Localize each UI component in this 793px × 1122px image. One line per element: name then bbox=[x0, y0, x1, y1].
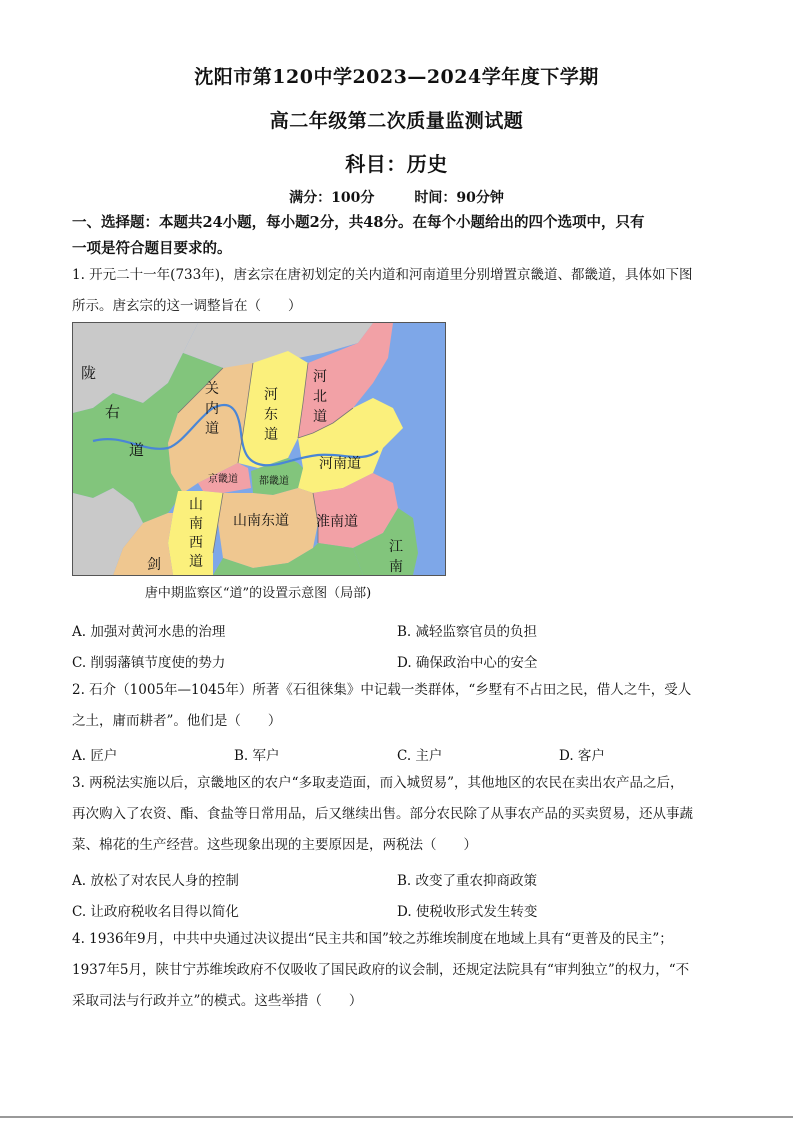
map-label-guannei-3: 道 bbox=[205, 421, 219, 437]
map-label-jiangnan-2: 南 bbox=[389, 559, 403, 575]
q1-option-c: C. 削弱藩镇节度使的势力 bbox=[72, 655, 226, 671]
q2-option-a: A. 匠户 bbox=[72, 748, 118, 764]
exam-meta bbox=[0, 187, 793, 207]
exam-title-line2: 高二年级第二次质量监测试题 bbox=[269, 110, 524, 132]
q1-option-d: D. 确保政治中心的安全 bbox=[397, 655, 538, 671]
map-label-hebei-1: 河 bbox=[313, 369, 327, 385]
q3-option-a: A. 放松了对农民人身的控制 bbox=[72, 873, 239, 889]
map-label-shannanxi-1: 山 bbox=[189, 497, 203, 513]
question-1-line1: 1. 开元二十一年(733年)，唐玄宗在唐初划定的关内道和河南道里分别增置京畿道、都畿道，具体如下图 bbox=[72, 267, 693, 283]
map-label-you: 右 bbox=[105, 403, 121, 421]
map-label-dao: 道 bbox=[129, 441, 145, 459]
map-label-duji: 都畿道 bbox=[259, 476, 289, 487]
map-label-shannanxi-2: 南 bbox=[189, 516, 203, 532]
question-2-line2: 之土，庸而耕者”。他们是（ ） bbox=[72, 713, 282, 729]
exam-subject: 科目：历史 bbox=[345, 152, 448, 176]
score-info: 满分：100分 bbox=[289, 190, 375, 206]
question-4-line2: 1937年5月，陕甘宁苏维埃政府不仅吸收了国民政府的议会制，还规定法院具有“审判独立”的权力，“不 bbox=[72, 962, 690, 978]
question-1-line2: 所示。唐玄宗的这一调整旨在（ ） bbox=[72, 298, 302, 314]
map-label-guannei-2: 内 bbox=[205, 401, 219, 417]
map-label-shannanxi-3: 西 bbox=[189, 535, 203, 551]
tang-circuits-map bbox=[72, 322, 446, 576]
q2-option-d: D. 客户 bbox=[559, 748, 605, 764]
question-3-line2: 再次购入了农资、酯、食盐等日常用品，后又继续出售。部分农民除了从事农产品的买卖贸易，还从事蔬 bbox=[72, 806, 693, 822]
q2-option-c: C. 主户 bbox=[397, 748, 443, 764]
map-label-guannei-1: 关 bbox=[205, 381, 219, 397]
section-heading-line2: 一项是符合题目要求的。 bbox=[72, 240, 232, 257]
map-label-shannanxi-4: 道 bbox=[189, 554, 203, 570]
map-label-henan: 河南道 bbox=[319, 456, 361, 472]
q1-option-a: A. 加强对黄河水患的治理 bbox=[72, 624, 226, 640]
map-label-shannandong: 山南东道 bbox=[233, 513, 289, 529]
question-4-line3: 采取司法与行政并立”的模式。这些举措（ ） bbox=[72, 993, 363, 1009]
q3-option-d: D. 使税收形式发生转变 bbox=[397, 904, 538, 920]
map-caption: 唐中期监察区“道”的设置示意图（局部) bbox=[144, 586, 372, 601]
question-3-line3: 菜、棉花的生产经营。这些现象出现的主要原因是，两税法（ ） bbox=[72, 837, 477, 853]
exam-title-line1: 沈阳市第120中学2023—2024学年度下学期 bbox=[194, 66, 599, 88]
question-4-line1: 4. 1936年9月，中共中央通过决议提出“民主共和国”较之苏维埃制度在地域上具有“更普及的民主”； bbox=[72, 931, 673, 947]
time-info: 时间：90分钟 bbox=[414, 190, 504, 206]
q3-option-c: C. 让政府税收名目得以简化 bbox=[72, 904, 239, 920]
map-label-long: 陇 bbox=[81, 364, 97, 382]
map-label-hedong-3: 道 bbox=[264, 427, 278, 443]
q2-option-b: B. 军户 bbox=[234, 748, 280, 764]
q1-option-b: B. 减轻监察官员的负担 bbox=[397, 624, 538, 640]
map-label-jiangnan-1: 江 bbox=[389, 539, 403, 555]
map-label-jingji: 京畿道 bbox=[208, 474, 238, 485]
map-label-hedong-1: 河 bbox=[264, 387, 278, 403]
map-label-hebei-2: 北 bbox=[313, 389, 327, 405]
map-label-hebei-3: 道 bbox=[313, 409, 327, 425]
map-label-huainan: 淮南道 bbox=[316, 514, 358, 530]
map-label-jian: 剑 bbox=[147, 557, 161, 573]
map-label-hedong-2: 东 bbox=[264, 407, 278, 423]
question-3-line1: 3. 两税法实施以后，京畿地区的农户“多取麦造面，而入城贸易”，其他地区的农民在卖出农产品之后， bbox=[72, 775, 684, 791]
page-bottom-rule bbox=[0, 1116, 793, 1118]
section-heading-line1: 一、选择题：本题共24小题，每小题2分，共48分。在每个小题给出的四个选项中，只有 bbox=[72, 214, 645, 231]
q3-option-b: B. 改变了重农抑商政策 bbox=[397, 873, 538, 889]
question-2-line1: 2. 石介（1005年—1045年）所著《石徂徕集》中记载一类群体，“乡墅有不占田之民，借人之牛，受人 bbox=[72, 682, 692, 698]
